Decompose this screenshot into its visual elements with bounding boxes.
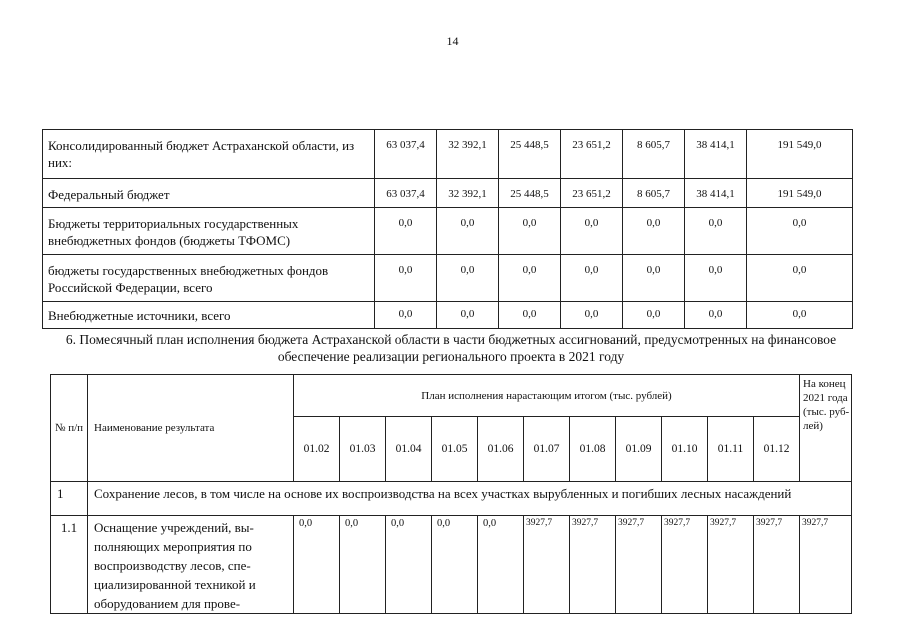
cell-value: 3927,7 (754, 516, 800, 614)
table-row (43, 179, 853, 208)
row-number: 1 (51, 482, 88, 516)
cell-value: 3927,7 (616, 516, 662, 614)
cell-value: 0,0 (437, 255, 499, 302)
table-row (51, 516, 852, 614)
cell-value: 0,0 (340, 516, 386, 614)
row-label: Федеральный бюджет (43, 179, 375, 208)
cell-value: 0,0 (747, 302, 853, 329)
cell-value: 191 549,0 (747, 130, 853, 179)
cell-value: 25 448,5 (499, 130, 561, 179)
cell-value: 0,0 (561, 255, 623, 302)
cell-value: 8 605,7 (623, 130, 685, 179)
header-end-of-year: На конец 2021 года (тыс. руб- лей) (800, 375, 852, 482)
row-label: Консолидированный бюджет Астраханской области, из них: (43, 130, 375, 179)
month-header: 01.05 (432, 417, 478, 482)
table-row (43, 130, 853, 179)
cell-value: 0,0 (623, 208, 685, 255)
month-header: 01.04 (386, 417, 432, 482)
row-label: бюджеты государственных внебюджетных фондов Российской Федерации, всего (43, 255, 375, 302)
cell-value: 0,0 (561, 302, 623, 329)
month-header: 01.12 (754, 417, 800, 482)
cell-value: 0,0 (375, 302, 437, 329)
table-row (51, 482, 852, 516)
row-number: 1.1 (51, 516, 88, 614)
cell-value: 0,0 (747, 208, 853, 255)
cell-value: 3927,7 (708, 516, 754, 614)
monthly-plan-table (50, 374, 852, 614)
page-number: 14 (446, 34, 459, 48)
row-label: Бюджеты территориальных государственных внебюджетных фондов (бюджеты ТФОМС) (43, 208, 375, 255)
cell-value: 0,0 (499, 208, 561, 255)
month-header: 01.10 (662, 417, 708, 482)
cell-value: 23 651,2 (561, 179, 623, 208)
month-header: 01.02 (294, 417, 340, 482)
table-row (43, 255, 853, 302)
month-header: 01.09 (616, 417, 662, 482)
cell-value: 0,0 (623, 302, 685, 329)
cell-value: 3927,7 (800, 516, 852, 614)
cell-value: 0,0 (561, 208, 623, 255)
cell-value: 0,0 (685, 255, 747, 302)
cell-value: 0,0 (499, 302, 561, 329)
cell-value: 0,0 (432, 516, 478, 614)
cell-value: 0,0 (386, 516, 432, 614)
cell-value: 32 392,1 (437, 179, 499, 208)
month-header: 01.06 (478, 417, 524, 482)
cell-value: 0,0 (623, 255, 685, 302)
table-row (43, 302, 853, 329)
cell-value: 0,0 (294, 516, 340, 614)
cell-value: 0,0 (375, 255, 437, 302)
month-header: 01.08 (570, 417, 616, 482)
cell-value: 32 392,1 (437, 130, 499, 179)
cell-value: 3927,7 (570, 516, 616, 614)
header-row (51, 375, 852, 417)
month-header: 01.03 (340, 417, 386, 482)
cell-value: 0,0 (499, 255, 561, 302)
cell-value: 63 037,4 (375, 179, 437, 208)
cell-value: 191 549,0 (747, 179, 853, 208)
section-title: 6. Помесячный план исполнения бюджета Астраханской области в части бюджетных ассигнований, предусмотренных на финансовое обеспечение реализации регионального проекта в 2021 году (65, 332, 837, 364)
cell-value: 25 448,5 (499, 179, 561, 208)
header-plan: План исполнения нарастающим итогом (тыс. рублей) (294, 375, 800, 417)
cell-value: 3927,7 (662, 516, 708, 614)
cell-value: 8 605,7 (623, 179, 685, 208)
cell-value: 0,0 (747, 255, 853, 302)
cell-value: 0,0 (685, 208, 747, 255)
cell-value: 3927,7 (524, 516, 570, 614)
cell-value: 38 414,1 (685, 130, 747, 179)
header-number: № п/п (51, 375, 88, 482)
month-header: 01.11 (708, 417, 754, 482)
table-row (43, 208, 853, 255)
cell-value: 0,0 (685, 302, 747, 329)
cell-value: 0,0 (437, 302, 499, 329)
cell-value: 23 651,2 (561, 130, 623, 179)
cell-value: 0,0 (478, 516, 524, 614)
cell-value: 63 037,4 (375, 130, 437, 179)
result-name: Оснащение учреждений, вы- полняющих мероприятия по воспроизводству лесов, спе- циализированной техникой и оборудованием для прове- (88, 516, 294, 614)
cell-value: 38 414,1 (685, 179, 747, 208)
budget-table (42, 129, 853, 329)
header-name: Наименование результата (88, 375, 294, 482)
section-row-text: Сохранение лесов, в том числе на основе их воспроизводства на всех участках вырубленных и погибших лесных насаждений (88, 482, 852, 516)
cell-value: 0,0 (437, 208, 499, 255)
row-label: Внебюджетные источники, всего (43, 302, 375, 329)
month-header: 01.07 (524, 417, 570, 482)
cell-value: 0,0 (375, 208, 437, 255)
